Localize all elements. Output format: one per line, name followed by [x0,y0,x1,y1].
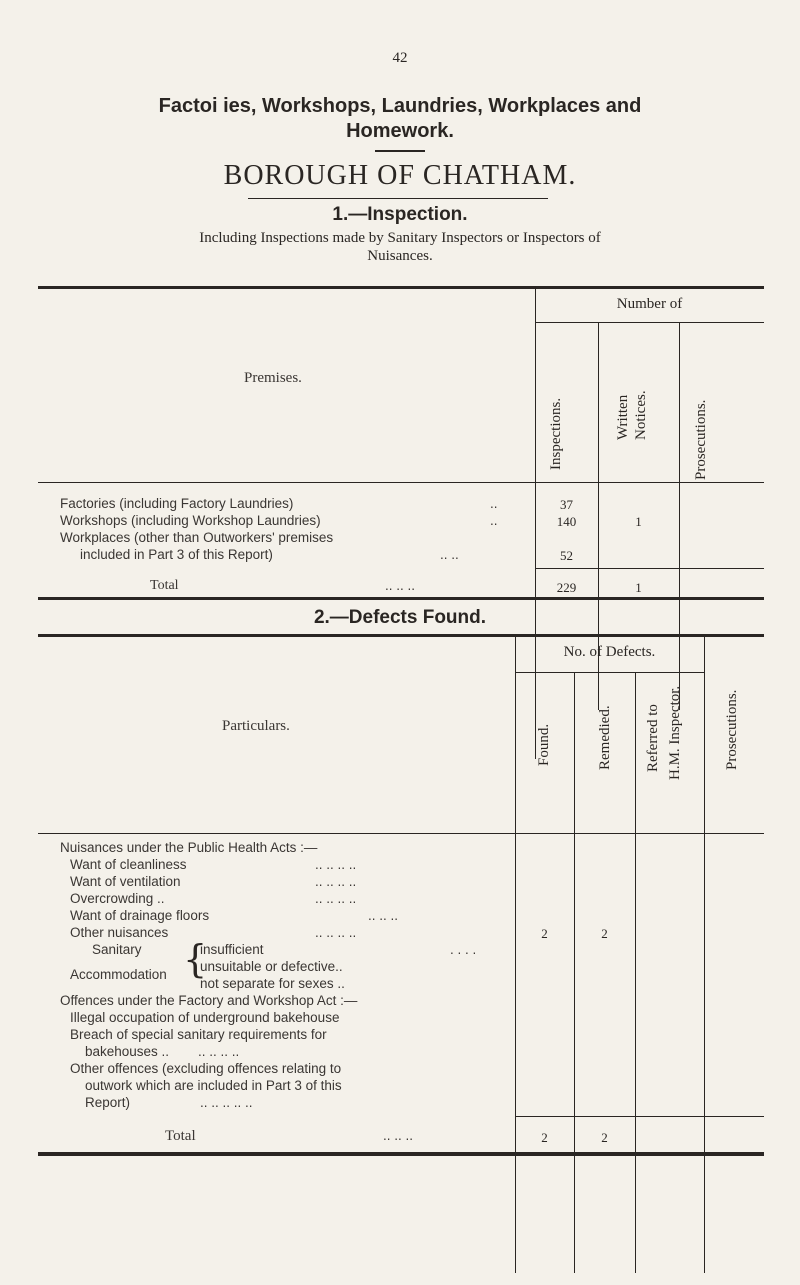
borough-divider [248,198,548,199]
row-ventilation: Want of ventilation [70,874,181,889]
sanitary-not-separate: not separate for sexes .. [200,976,345,991]
table1-total-label: Total [150,578,179,593]
row-breach-sanitary: Breach of special sanitary requirements for [70,1027,327,1042]
particulars-header: Particulars. [222,718,290,734]
table1-top-rule [38,286,764,289]
section1-subtitle-line2: Nuisances. [367,248,433,264]
row-workplaces-cont: included in Part 3 of this Report) [80,547,273,562]
table1-total-dots: .. .. .. [385,578,416,593]
col-written: Written [615,394,631,440]
row-bakehouses-dots: .. .. .. .. [198,1044,240,1059]
table2-bottom-rule [38,1152,764,1156]
row-other-nuisances-found: 2 [541,926,548,941]
premises-header: Premises. [244,370,302,386]
table1-group-rule [535,322,764,323]
row-other-nuisances-dots: .. .. .. .. [315,925,357,940]
col-inspector: H.M. Inspector. [667,685,683,780]
section1-subtitle-line1: Including Inspections made by Sanitary Inspectors or Inspectors of [199,230,601,246]
sanitary-unsuitable: unsuitable or defective.. [200,959,343,974]
row-other-nuisances-remedied: 2 [601,926,608,941]
col-remedied: Remedied. [597,705,613,770]
section1-title: 1.—Inspection. [332,204,468,225]
col-prosecutions: Prosecutions. [693,399,709,480]
row-workplaces: Workplaces (other than Outworkers' premises [60,530,334,545]
row-cleanliness-dots: .. .. .. .. [315,857,357,872]
section2-title: 2.—Defects Found. [313,607,487,628]
row-overcrowding: Overcrowding .. [70,891,165,906]
table2-col-divider-2 [574,672,575,1273]
row-report: Report) [85,1095,131,1110]
table1-header-rule [38,482,764,483]
row-factories: Factories (including Factory Laundries) [60,496,294,511]
col-found: Found. [536,723,552,766]
row-workplaces-dots: .. .. [440,547,459,562]
table1-total-rule [535,568,764,569]
row-other-offences: Other offences (excluding offences relating to [70,1061,342,1076]
row-workshops-notices: 1 [635,514,642,529]
table2-total-dots: .. .. .. [383,1128,414,1143]
row-illegal-bakehouse: Illegal occupation of underground bakehouse [70,1010,340,1025]
row-nuisances-heading: Nuisances under the Public Health Acts :— [60,840,318,855]
row-overcrowding-dots: .. .. .. .. [315,891,357,906]
borough-title: BOROUGH OF CHATHAM. [223,160,577,191]
table2-total-label: Total [165,1128,196,1144]
table2-total-rule [515,1116,764,1117]
row-drainage-dots: .. .. .. [368,908,399,923]
row-factories-dots: .. [490,496,498,511]
row-workshops-dots: .. [490,513,498,528]
row-other-nuisances: Other nuisances [70,925,169,940]
row-workplaces-inspections: 52 [560,548,573,563]
table1-total-inspections: 229 [556,580,577,595]
row-other-offences-cont: outwork which are included in Part 3 of this [85,1078,342,1093]
report-heading-line1: Factoi ies, Workshops, Laundries, Workplaces and [158,95,642,117]
table1-group-header: Number of [616,296,683,312]
table1-bottom-rule [38,597,764,600]
col-referred: Referred to [645,704,661,772]
col-notices: Notices. [633,390,649,440]
sanitary-insufficient-dots: . . . . [450,942,477,957]
heading-divider [375,150,425,152]
row-sanitary: Sanitary [92,942,142,957]
row-factory-offences-heading: Offences under the Factory and Workshop Act :— [60,993,358,1008]
report-heading-line2: Homework. [346,120,454,142]
sanitary-brace: { [183,937,208,981]
table2-col-divider-4 [704,637,705,1273]
row-factories-inspections: 37 [560,497,573,512]
row-bakehouses: bakehouses .. [85,1044,170,1059]
row-report-dots: .. .. .. .. .. [200,1095,253,1110]
col-defect-prosecutions: Prosecutions. [724,689,740,770]
table2-header-rule [38,833,764,834]
table1-total-notices: 1 [635,580,642,595]
table2-total-remedied: 2 [601,1130,608,1145]
table2-col-divider-3 [635,672,636,1273]
row-ventilation-dots: .. .. .. .. [315,874,357,889]
table2-group-header: No. of Defects. [563,644,656,660]
row-workshops-inspections: 140 [556,514,577,529]
row-drainage: Want of drainage floors [70,908,210,923]
table2-total-found: 2 [541,1130,548,1145]
row-cleanliness: Want of cleanliness [70,857,187,872]
page-number: 42 [392,50,408,66]
table2-top-rule [38,634,764,637]
col-inspections: Inspections. [548,397,564,470]
row-accommodation: Accommodation [70,967,167,982]
sanitary-insufficient: insufficient [200,942,264,957]
row-workshops: Workshops (including Workshop Laundries) [60,513,321,528]
table2-col-divider [515,637,516,1273]
